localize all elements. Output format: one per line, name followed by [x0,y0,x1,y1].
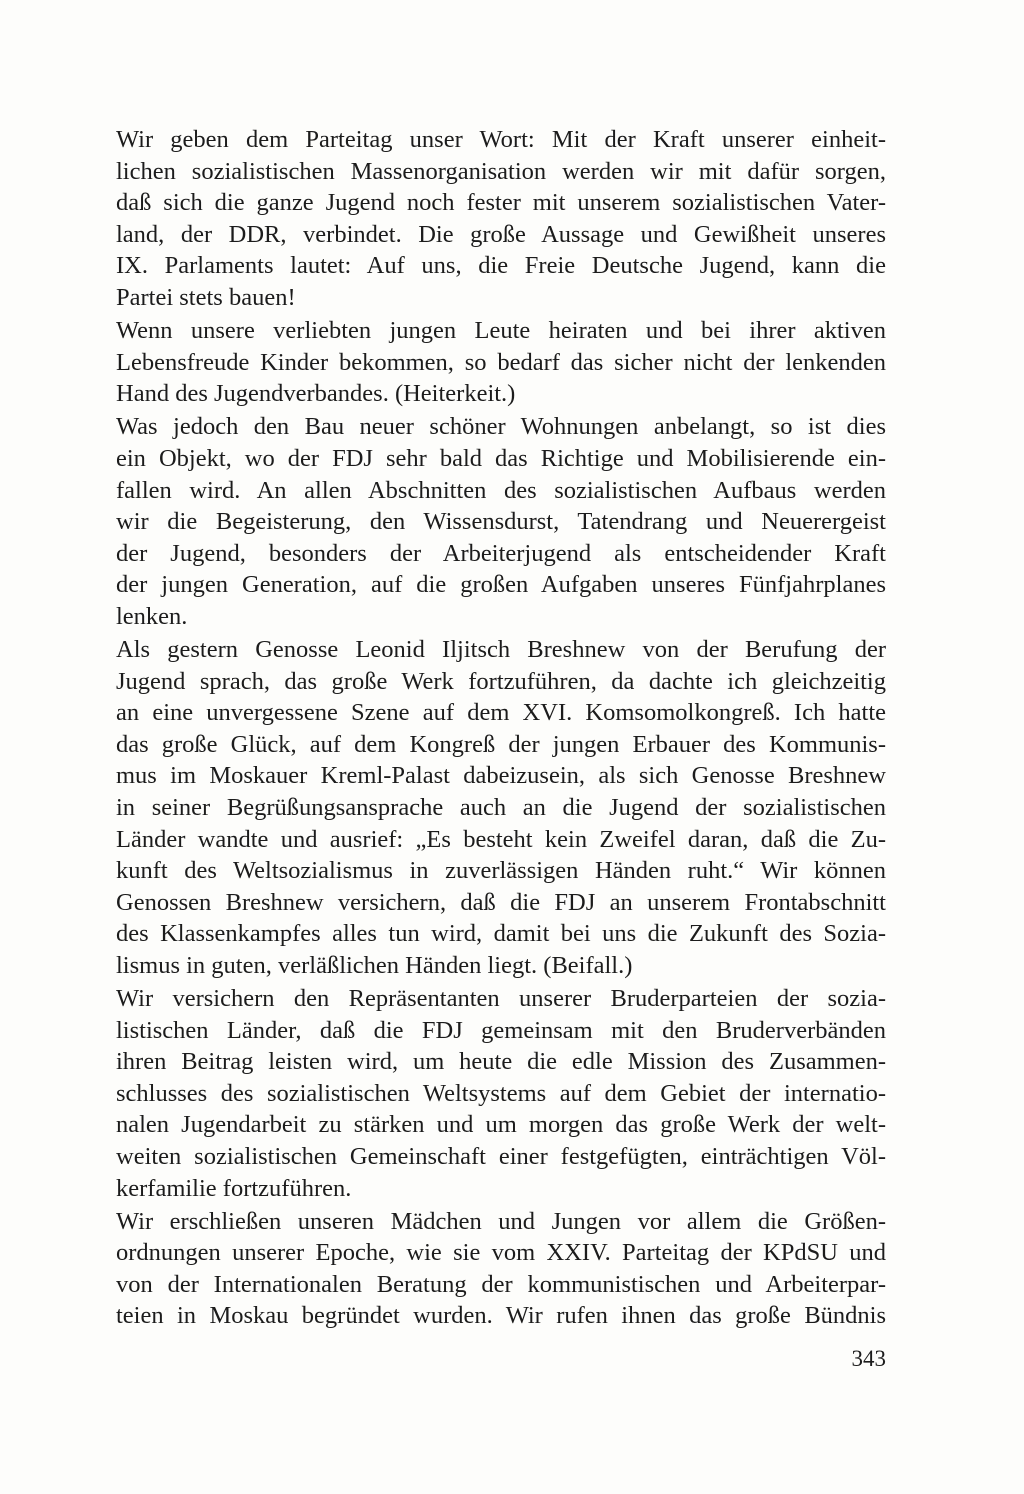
text-line: ein Objekt, wo der FDJ sehr bald das Richtige und Mobilisierende ein- [116,444,886,472]
text-line: teien in Moskau begründet wurden. Wir rufen ihnen das große Bündnis [116,1302,886,1330]
text-line: Wir erschließen unseren Mädchen und Jungen vor allem die Größen- [116,1207,886,1235]
text-line: weiten sozialistischen Gemeinschaft einer festgefügten, einträchtigen Völ- [116,1143,886,1170]
text-line: Partei stets bauen! [116,283,296,311]
text-line: lichen sozialistischen Massenorganisation werden wir mit dafür sorgen, [116,157,886,185]
text-line: ordnungen unserer Epoche, wie sie vom XXIV. Parteitag der KPdSU und [116,1239,886,1267]
text-line: ihren Beitrag leisten wird, um heute die edle Mission des Zusammen- [116,1048,886,1076]
text-line: Wir versichern den Repräsentanten unserer Bruderparteien der sozia- [116,985,886,1013]
text-line: daß sich die ganze Jugend noch fester mit unserem sozialistischen Vater- [116,189,886,217]
body-text [116,124,886,1334]
text-line: mus im Moskauer Kreml-Palast dabeizusein, als sich Genosse Breshnew [116,762,886,790]
text-line: lenken. [116,602,188,630]
text-line: schlusses des sozialistischen Weltsystems auf dem Gebiet der internatio- [116,1079,886,1107]
text-line: Wenn unsere verliebten jungen Leute heiraten und bei ihrer aktiven [116,317,886,345]
text-line: wir die Begeisterung, den Wissensdurst, Tatendrang und Neuerergeist [116,508,886,536]
paragraph [116,634,886,982]
text-line: listischen Länder, daß die FDJ gemeinsam mit den Bruderverbänden [116,1016,886,1044]
text-line: der Jugend, besonders der Arbeiterjugend als entscheidender Kraft [116,539,886,567]
text-line: des Klassenkampfes alles tun wird, damit bei uns die Zukunft des Sozia- [116,920,886,948]
text-line: in seiner Begrüßungsansprache auch an die Jugend der sozialistischen [116,793,886,821]
text-line: Genossen Breshnew versichern, daß die FDJ an unserem Frontabschnitt [116,888,886,916]
paragraph [116,983,886,1204]
text-line: der jungen Generation, auf die großen Aufgaben unseres Fünfjahrplanes [116,571,886,599]
text-line: Als gestern Genosse Leonid Iljitsch Breshnew von der Berufung der [116,636,886,663]
text-line: IX. Parlaments lautet: Auf uns, die Freie Deutsche Jugend, kann die [116,252,886,280]
text-line: an eine unvergessene Szene auf dem XVI. Komsomolkongreß. Ich hatte [116,699,886,727]
page-number: 343 [851,1346,886,1371]
text-line: nalen Jugendarbeit zu stärken und um morgen das große Werk der welt- [116,1111,886,1139]
paragraph [116,124,886,314]
text-line: Hand des Jugendverbandes. (Heiterkeit.) [116,380,516,408]
paragraph [116,1206,886,1332]
text-line: Was jedoch den Bau neuer schöner Wohnungen anbelangt, so ist dies [116,413,886,441]
paragraph [116,411,886,632]
text-line: das große Glück, auf dem Kongreß der jungen Erbauer des Kommunis- [116,730,886,758]
text-line: kerfamilie fortzuführen. [116,1174,352,1202]
text-line: von der Internationalen Beratung der kommunistischen und Arbeiterpar- [116,1270,886,1298]
text-line: Jugend sprach, das große Werk fortzuführen, da dachte ich gleichzeitig [116,667,886,695]
text-line: lismus in guten, verläßlichen Händen liegt. (Beifall.) [116,951,633,979]
text-line: Länder wandte und ausrief: „Es besteht kein Zweifel daran, daß die Zu- [116,825,886,853]
text-line: kunft des Weltsozialismus in zuverlässigen Händen ruht.“ Wir können [116,857,886,885]
text-line: Wir geben dem Parteitag unser Wort: Mit der Kraft unserer einheit- [116,126,886,153]
text-line: fallen wird. An allen Abschnitten des sozialistischen Aufbaus werden [116,476,886,504]
text-line: Lebensfreude Kinder bekommen, so bedarf das sicher nicht der lenkenden [116,348,886,376]
paragraph [116,315,886,410]
text-line: land, der DDR, verbindet. Die große Aussage und Gewißheit unseres [116,220,886,248]
